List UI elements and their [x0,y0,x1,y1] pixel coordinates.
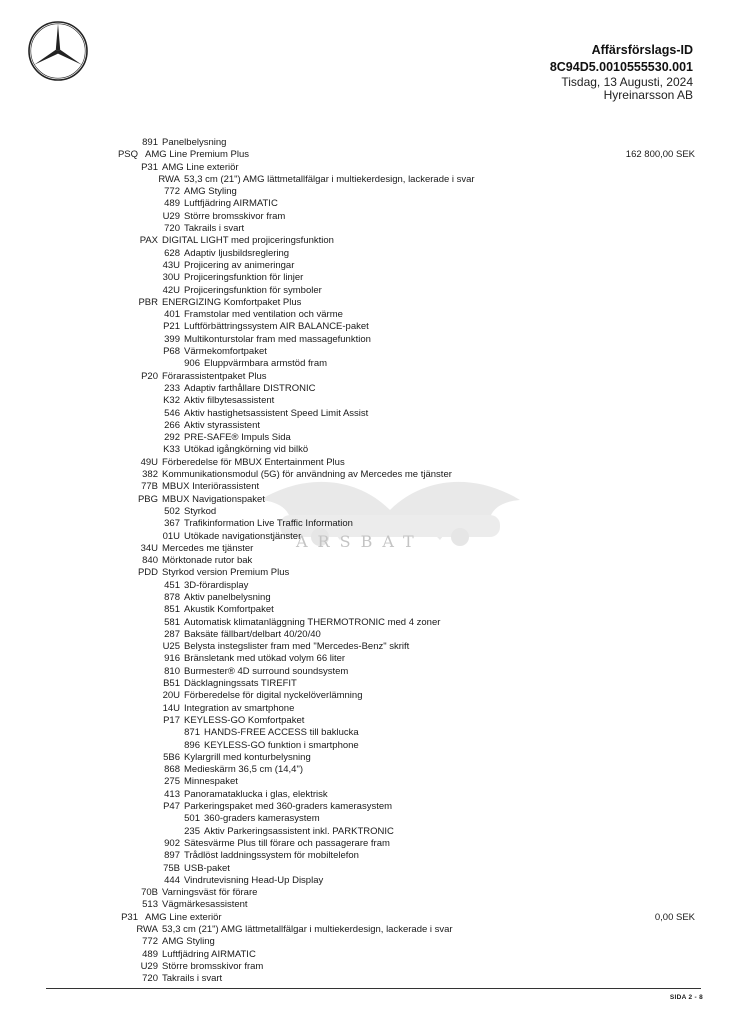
option-label: Förberedelse för MBUX Entertainment Plus [162,456,345,468]
equipment-line [0,260,731,272]
option-label: MBUX Navigationspaket [162,493,265,505]
option-code: RWA [136,924,158,935]
equipment-line [0,137,731,149]
equipment-line [0,703,731,715]
equipment-line [0,813,731,825]
equipment-line [0,949,731,961]
option-label: Takrails i svart [184,223,245,235]
proposal-id: 8C94D5.0010555530.001 [549,60,693,74]
option-code: P68 [163,346,180,358]
equipment-line [0,383,731,395]
equipment-line [0,727,731,739]
equipment-line [0,826,731,838]
option-code: P31 [121,911,138,923]
equipment-line [0,961,731,973]
option-code: 367 [164,518,180,530]
equipment-line [0,752,731,764]
option-code: 897 [164,850,180,862]
option-label: Större bromsskivor fram [162,960,264,972]
option-code: 399 [164,333,180,345]
option-code: 916 [164,653,180,665]
option-label: Förarassistentpaket Plus [162,370,267,382]
option-label: 3D-förardisplay [184,579,249,591]
option-label: USB-paket [184,862,230,874]
option-code: 14U [162,702,180,714]
equipment-line [0,346,731,358]
option-label: Aktiv filbytesassistent [184,395,275,407]
option-label: KEYLESS-GO Komfortpaket [184,714,305,726]
option-label: Belysta instegslister fram med "Mercedes-Benz" skrift [184,641,410,653]
option-code: U25 [162,641,180,653]
option-code: 451 [164,579,180,591]
option-label: Aktiv hastighetsassistent Speed Limit Assist [184,407,369,419]
option-code: 42U [162,284,180,296]
option-code: 840 [142,555,158,567]
option-code: 902 [164,837,180,849]
equipment-line [0,690,731,702]
option-label: 53,3 cm (21") AMG lättmetallfälgar i multiekerdesign, lackerade i svar [162,924,453,935]
option-label: Luftfjädring AIRMATIC [184,198,278,210]
option-code: P31 [141,161,158,173]
option-label: Projicering av animeringar [184,259,295,271]
option-label: KEYLESS-GO funktion i smartphone [204,739,359,751]
option-code: 546 [164,407,180,419]
equipment-line [0,764,731,776]
equipment-line [0,272,731,284]
equipment-line [0,740,731,752]
equipment-list [0,137,731,985]
option-label: PRE-SAFE® Impuls Sida [184,432,291,444]
option-label: DIGITAL LIGHT med projiceringsfunktion [162,235,334,247]
equipment-line [0,592,731,604]
option-label: Baksäte fällbart/delbart 40/20/40 [184,628,321,640]
option-code: P20 [141,370,158,382]
option-code: 720 [142,973,158,985]
option-label: Integration av smartphone [184,702,295,714]
option-code: 868 [164,764,180,776]
option-label: Minnespaket [184,776,238,788]
equipment-line [0,580,731,592]
equipment-line [0,321,731,333]
option-code: PDD [137,567,158,579]
option-code: 851 [164,604,180,616]
option-code: 292 [164,432,180,444]
equipment-line [0,936,731,948]
equipment-line [0,457,731,469]
equipment-line [0,223,731,235]
option-label: Trafikinformation Live Traffic Information [184,518,353,530]
option-code: 43U [162,259,180,271]
equipment-line [0,494,731,506]
equipment-line [0,641,731,653]
option-label: Luftförbättringssystem AIR BALANCE-paket [184,321,369,333]
equipment-line [0,801,731,813]
option-label: AMG Line exteriör [145,911,222,923]
equipment-line [0,617,731,629]
option-label: Framstolar med ventilation och värme [184,309,343,321]
option-code: P47 [163,801,180,813]
proposal-date: Tisdag, 13 Augusti, 2024 [561,75,693,89]
option-code: 896 [184,739,200,751]
option-label: AMG Styling [162,936,215,948]
option-code: 489 [142,948,158,960]
dealer-name: Hyreinarsson AB [603,88,693,102]
option-label: Automatisk klimatanläggning THERMOTRONIC med 4 zoner [184,616,441,628]
option-label: Sätesvärme Plus till förare och passagerare fram [184,837,390,849]
option-price: 162 800,00 SEK [625,149,695,161]
equipment-line [0,174,731,186]
option-label: 360-graders kamerasystem [204,813,320,825]
mercedes-star-logo [27,20,89,82]
option-code: P21 [163,321,180,333]
equipment-line [0,973,731,985]
option-code: 401 [164,309,180,321]
option-label: Utökad igångkörning vid bilkö [184,444,309,456]
equipment-line [0,297,731,309]
equipment-line [0,469,731,481]
option-label: MBUX Interiörassistent [162,481,260,493]
equipment-line [0,408,731,420]
option-label: Utökade navigationstjänster [184,530,302,542]
equipment-line [0,789,731,801]
option-code: P17 [163,714,180,726]
equipment-line [0,481,731,493]
option-label: AMG Line exteriör [162,161,239,173]
option-code: PSQ [117,149,138,161]
option-label: Luftfjädring AIRMATIC [162,948,256,960]
option-label: ENERGIZING Komfortpaket Plus [162,296,302,308]
option-code: 906 [184,358,200,370]
equipment-line [0,604,731,616]
option-label: Vägmärkesassistent [162,899,248,911]
option-label: AMG Line Premium Plus [145,149,250,161]
option-label: Panelbelysning [162,137,227,148]
option-label: Däcklagningssats TIREFIT [184,678,297,690]
proposal-id-title: Affärsförslags-ID [591,43,693,57]
option-code: 20U [162,690,180,702]
option-label: Projiceringsfunktion för symboler [184,284,322,296]
option-code: 233 [164,382,180,394]
watermark-text: ARSBAT [296,532,424,551]
option-label: Mörktonade rutor bak [162,555,253,567]
option-code: K32 [163,395,180,407]
equipment-line [0,235,731,247]
equipment-line [0,248,731,260]
option-code: 628 [164,247,180,259]
option-code: U29 [140,960,158,972]
option-code: 810 [164,665,180,677]
option-label: Adaptiv ljusbildsreglering [184,247,290,259]
equipment-line [0,518,731,530]
option-code: 275 [164,776,180,788]
option-code: 720 [164,223,180,235]
equipment-line [0,211,731,223]
option-label: Kylargrill med konturbelysning [184,751,311,763]
page-number: SIDA 2 - 8 [669,994,703,1001]
option-code: 382 [142,469,158,481]
option-code: RWA [158,173,180,185]
option-label: Multikonturstolar fram med massagefunktion [184,333,371,345]
equipment-line [0,875,731,887]
option-code: PAX [139,235,158,247]
equipment-line [0,899,731,911]
option-label: Aktiv Parkeringsassistent inkl. PARKTRONIC [204,825,394,837]
equipment-line [0,285,731,297]
equipment-line [0,666,731,678]
option-code: 444 [164,874,180,886]
option-code: 878 [164,591,180,603]
option-label: Varningsväst för förare [162,887,258,899]
option-code: 01U [162,530,180,542]
equipment-line [0,432,731,444]
option-code: 34U [140,542,158,554]
option-code: 413 [164,788,180,800]
equipment-line [0,543,731,555]
option-label: Bränsletank med utökad volym 66 liter [184,653,346,665]
equipment-line [0,567,731,579]
option-code: 30U [162,272,180,284]
option-code: 70B [141,887,158,899]
footer-rule [46,988,701,989]
equipment-line [0,838,731,850]
option-label: Panoramataklucka i glas, elektrisk [184,788,328,800]
option-label: Medieskärm 36,5 cm (14,4") [184,764,303,776]
equipment-line [0,444,731,456]
option-code: B51 [163,678,180,690]
equipment-line [0,715,731,727]
option-label: Takrails i svart [162,973,223,985]
option-label: Vindrutevisning Head-Up Display [184,874,324,886]
option-label: Burmester® 4D surround soundsystem [184,665,349,677]
option-label: Akustik Komfortpaket [184,604,274,616]
equipment-line [0,420,731,432]
option-label: 53,3 cm (21") AMG lättmetallfälgar i multiekerdesign, lackerade i svar [184,173,475,185]
option-label: Trådlöst laddningssystem för mobiltelefon [184,850,359,862]
equipment-line [0,358,731,370]
equipment-line [0,162,731,174]
equipment-line [0,395,731,407]
option-label: Större bromsskivor fram [184,210,286,222]
option-code: 502 [164,505,180,517]
option-code: 266 [164,419,180,431]
option-label: Kommunikationsmodul (5G) för användning av Mercedes me tjänster [162,469,452,481]
equipment-line [0,531,731,543]
option-label: Aktiv styrassistent [184,419,261,431]
option-price: 0,00 SEK [654,911,695,923]
option-label: Värmekomfortpaket [184,346,267,358]
equipment-line [0,678,731,690]
document-header [550,42,693,102]
equipment-line [0,924,731,936]
equipment-line [0,776,731,788]
option-label: Styrkod [184,505,217,517]
equipment-line [0,912,731,924]
option-code: 489 [164,198,180,210]
option-code: K33 [163,444,180,456]
equipment-line [0,629,731,641]
equipment-line [0,653,731,665]
option-label: Parkeringspaket med 360-graders kamerasystem [184,801,393,813]
option-label: AMG Styling [184,186,237,198]
equipment-line [0,149,731,161]
option-code: 501 [184,813,200,825]
option-code: 235 [184,825,200,837]
option-label: Eluppvärmbara armstöd fram [204,358,328,370]
option-code: 75B [163,862,180,874]
option-code: 77B [141,481,158,493]
option-code: PBR [138,296,158,308]
equipment-line [0,555,731,567]
option-code: 5B6 [163,751,180,763]
option-label: Aktiv panelbelysning [184,591,271,603]
equipment-line [0,863,731,875]
option-label: HANDS-FREE ACCESS till baklucka [204,727,359,739]
equipment-line [0,850,731,862]
equipment-line [0,887,731,899]
option-code: 513 [142,899,158,911]
option-code: 772 [142,936,158,948]
option-code: 49U [140,456,158,468]
option-code: 581 [164,616,180,628]
option-label: Mercedes me tjänster [162,542,254,554]
equipment-line [0,309,731,321]
equipment-line [0,334,731,346]
equipment-line [0,186,731,198]
option-label: Styrkod version Premium Plus [162,567,290,579]
option-code: U29 [162,210,180,222]
equipment-line [0,506,731,518]
option-code: PBG [137,493,158,505]
equipment-line [0,371,731,383]
option-code: 287 [164,628,180,640]
option-code: 772 [164,186,180,198]
equipment-line [0,198,731,210]
option-label: Projiceringsfunktion för linjer [184,272,304,284]
option-label: Adaptiv farthållare DISTRONIC [184,382,316,394]
option-code: 891 [142,137,158,148]
option-code: 871 [184,727,200,739]
option-label: Förberedelse för digital nyckelöverlämning [184,690,363,702]
